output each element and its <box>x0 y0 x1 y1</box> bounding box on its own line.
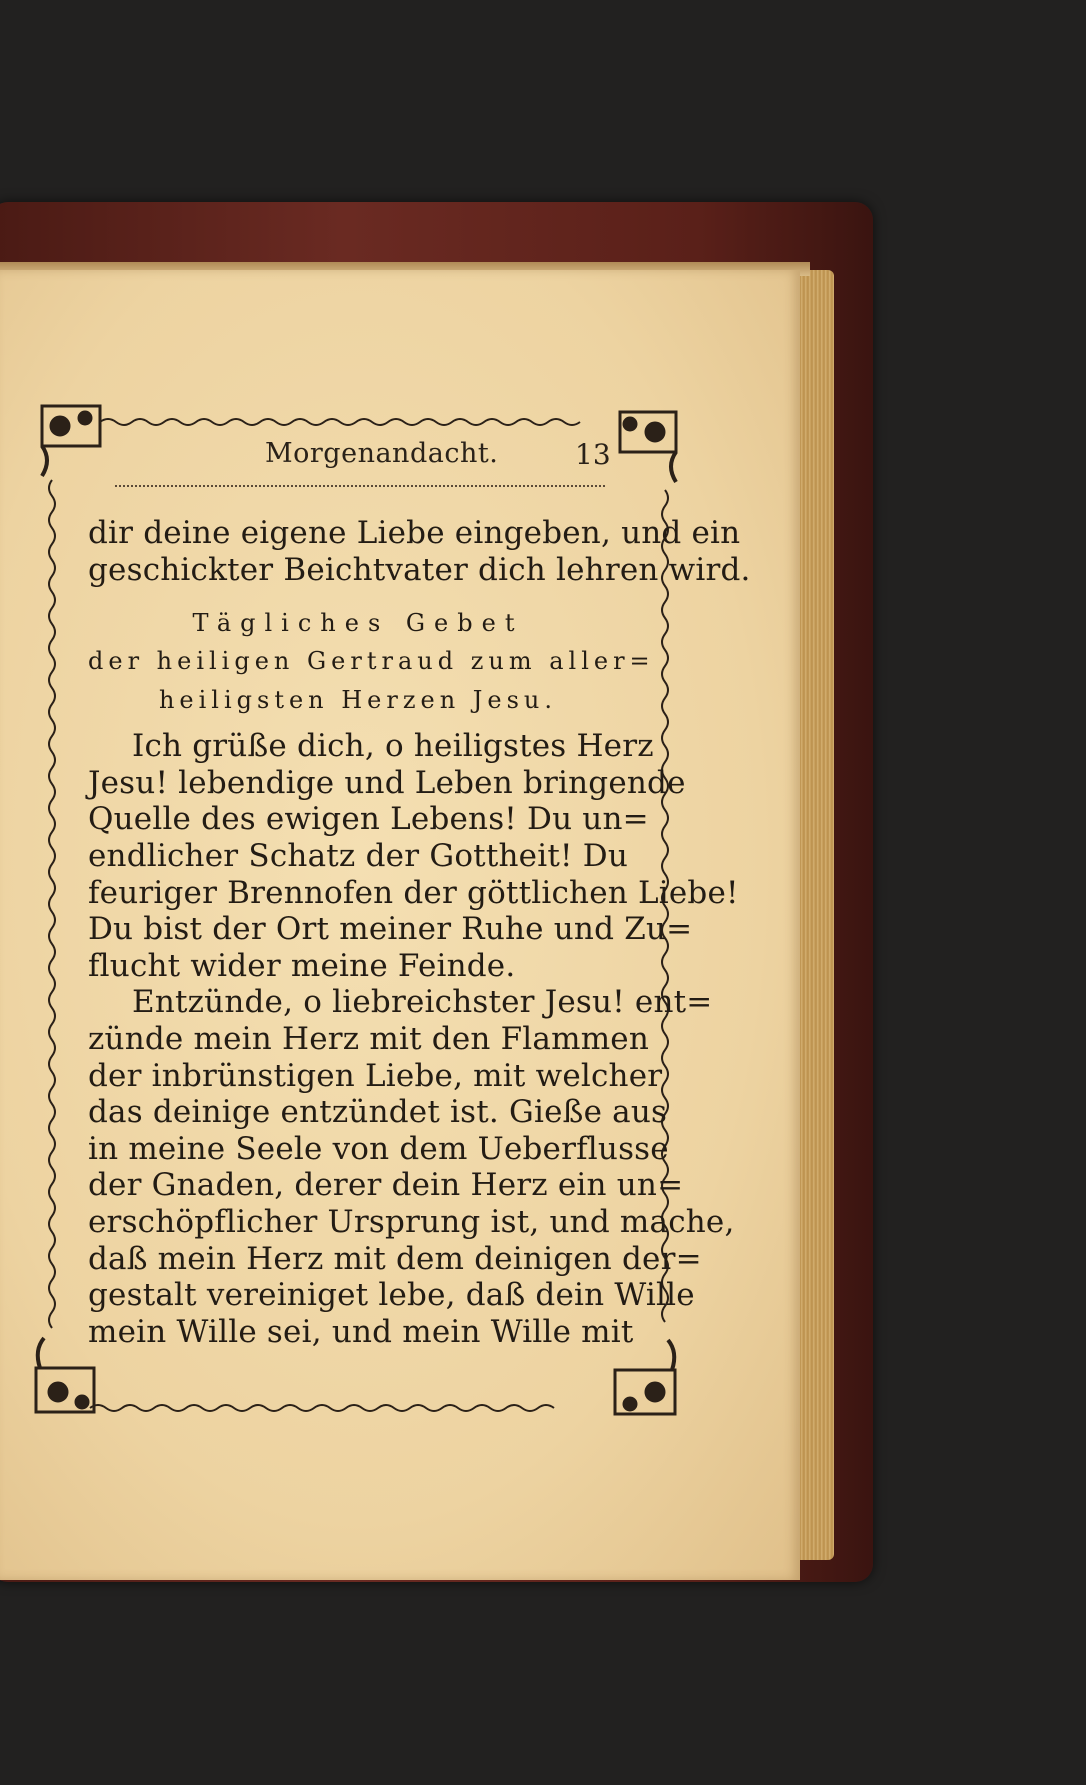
corner-ornament-bottom-right <box>615 1340 675 1414</box>
text-line: in meine Seele von dem Ueberflusse <box>88 1130 669 1167</box>
text-block <box>88 515 751 1350</box>
page-number: 13 <box>575 438 611 471</box>
header-dotted-rule <box>115 485 605 487</box>
intro-paragraph <box>88 515 751 588</box>
text-line: der Gnaden, derer dein Herz ein un= <box>88 1167 684 1204</box>
text-line: Ich grüße dich, o heiligstes Herz <box>132 728 654 765</box>
text-line: erschöpflicher Ursprung ist, und mache, <box>88 1203 735 1240</box>
corner-ornament-top-left <box>42 406 100 476</box>
text-line: Entzünde, o liebreichster Jesu! ent= <box>132 984 713 1021</box>
text-line: zünde mein Herz mit den Flammen <box>88 1020 650 1057</box>
running-title: Morgenandacht. <box>265 438 499 469</box>
text-line: endlicher Schatz der Gottheit! Du <box>88 837 628 874</box>
corner-ornament-bottom-left <box>36 1338 94 1412</box>
prayer-title: Tägliches Gebet <box>192 609 524 638</box>
prayer-subtitle-line: heiligsten Herzen Jesu. <box>158 686 558 715</box>
text-line: Du bist der Ort meiner Ruhe und Zu= <box>88 911 693 948</box>
text-line: dir deine eigene Liebe eingeben, und ein <box>88 515 741 551</box>
corner-ornament-top-right <box>620 412 676 482</box>
prayer-paragraph-1 <box>88 728 739 984</box>
text-line: geschickter Beichtvater dich lehren wird. <box>88 551 751 588</box>
prayer-subtitle-line: der heiligen Gertraud zum aller= <box>88 647 655 676</box>
text-line: Quelle des ewigen Lebens! Du un= <box>88 801 649 838</box>
text-line: feuriger Brennofen der göttlichen Liebe! <box>88 874 739 911</box>
text-line: daß mein Herz mit dem deinigen der= <box>88 1240 702 1277</box>
prayer-heading <box>88 604 655 720</box>
text-line: Jesu! lebendige und Leben bringende <box>88 764 686 801</box>
text-line: der inbrünstigen Liebe, mit welcher <box>88 1057 663 1094</box>
running-header <box>115 438 615 478</box>
text-line: gestalt vereiniget lebe, daß dein Wille <box>88 1277 695 1314</box>
prayer-paragraph-2 <box>88 984 735 1350</box>
text-line: flucht wider meine Feinde. <box>88 947 516 984</box>
text-line: mein Wille sei, und mein Wille mit <box>88 1313 634 1350</box>
text-line: das deinige entzündet ist. Gieße aus <box>88 1094 668 1131</box>
